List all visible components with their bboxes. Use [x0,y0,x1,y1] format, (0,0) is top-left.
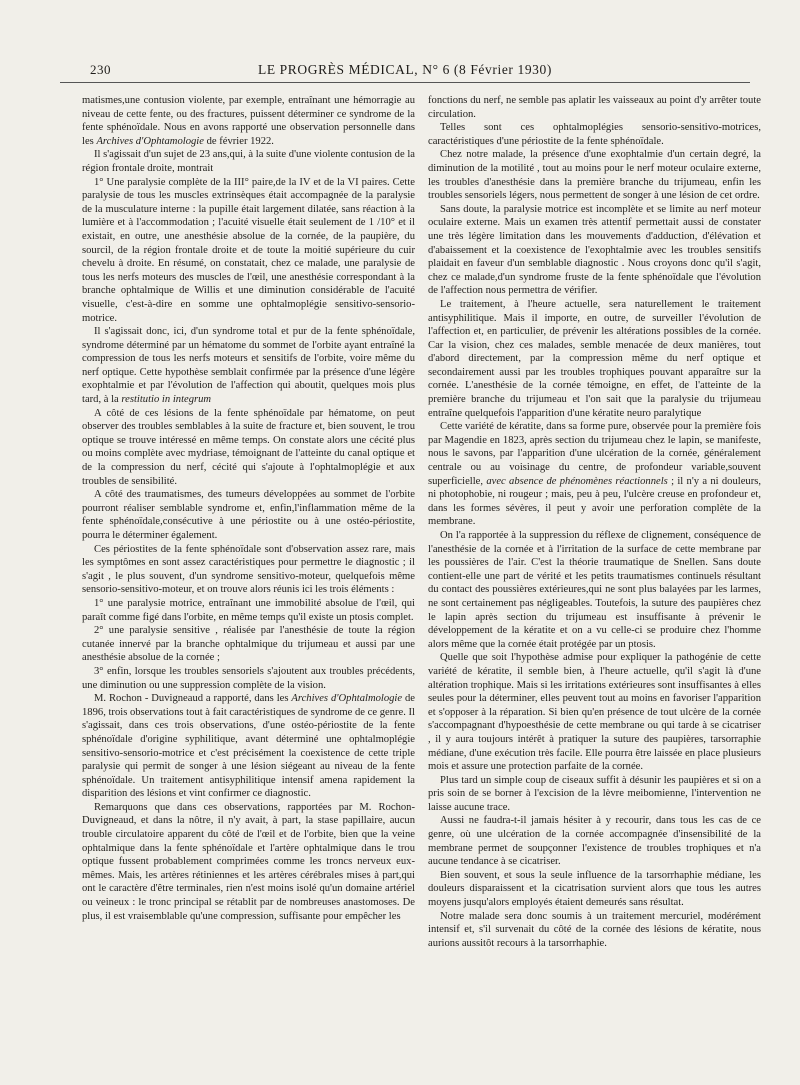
left-column [82,94,415,1054]
paragraph: Ces périostites de la fente sphénoïdale sont d'observation assez rare, mais les symptômes en sont assez caractéristiques pour permettre le diagnostic ; il s'agit , le plus souvent, d'un syndrome sensitivo-moteur, quelquefois même sensorio-sensitivo-moteur, et on trouve alors réunis ici les trois éléments : [82,543,415,596]
paragraph: Sans doute, la paralysie motrice est incomplète et se limite au nerf moteur oculaire externe. Mais un examen très attentif permettait aussi de constater une très légère limitation dans les mouvements d'adduction, d'élévation et d'abaissement et la coexistence de l'exophtalmie avec les troubles sensitifs plaidait en faveur d'un semblable diagnostic . Nous croyons donc qu'il s'agit, chez ce malade,d'un syndrome fruste de la fente sphénoïdale que l'évolution de l'affection nous permettra de vérifier. [428,203,761,297]
right-column [428,94,761,1054]
paragraph: A côté de ces lésions de la fente sphénoïdale par hématome, on peut observer des troubles semblables à la suite de fracture et, bien souvent, le trou optique se trouve intéressé en même temps. On constate alors une cécité plus ou moins complète avec mydriase, témoignant de l'atteinte du canal optique et de la compression du nerf, cécité qui s'ajoute à l'ophtalmoplégie et aux troubles de sensibilité. [82,407,415,487]
paragraph: Chez notre malade, la présence d'une exophtalmie d'un certain degré, la diminution de la motilité , tout au moins pour le nerf moteur oculaire externe, les troubles d'anesthésie dans la première branche du trijumeau, enfin les troubles sensoriels légers, nous permettent de songer à une lésion de cet ordre. [428,149,761,202]
paragraph: Aussi ne faudra-t-il jamais hésiter à y recourir, dans tous les cas de ce genre, où une ulcération de la cornée accompagnée d'insensibilité de la membrane permet de soupçonner l'existence de troubles trophiques et n'a aucune tendance à se cicatriser. [428,815,761,868]
paragraph: Cette variété de kératite, dans sa forme pure, observée pour la première fois par Magendie en 1823, après section du trijumeau chez le lapin, se manifeste, nous le savons, par l'apparition d'une ulcération de la cornée, généralement centrale ou au voisinage du centre, de profondeur variable,souvent superficielle, avec absence de phénomènes réactionnels ; il n'y a ni douleurs, ni photophobie, ni rougeur ; mais, peu à peu, l'ulcère creuse en profondeur et, dans les formes sévères, il peut y avoir une perforation complète de la membrane. [428,421,761,528]
paragraph: Le traitement, à l'heure actuelle, sera naturellement le traitement antisyphilitique. Mais il importe, en outre, de surveiller l'évolution de l'affection et, en particulier, de prévenir les altérations possibles de la cornée. Car la vision, chez ces malades, semble menacée de deux manières, tout d'abord directement, par la compression même du nerf optique et secondairement aussi par les troubles trophiques pouvant apparaître sur la cornée. L'anesthésie de la cornée témoigne, en effet, de l'atteinte de la première branche du trijumeau et l'on sait que la paralysie du trijumeau entraîne quelquefois l'apparition d'une kératite neuro paralytique [428,298,761,419]
paragraph: Notre malade sera donc soumis à un traitement mercuriel, modérément intensif et, s'il survenait du côté de la cornée des lésions de kératite, nous aurions aussitôt recours à la tarsorrhaphie. [428,910,761,949]
paragraph: Telles sont ces ophtalmoplégies sensorio-sensitivo-motrices, caractéristiques d'une périostite de la fente sphénoïdale. [428,122,761,147]
paragraph: Il s'agissait donc, ici, d'un syndrome total et pur de la fente sphénoïdale, syndrome déterminé par un hématome du sommet de l'orbite ayant entraîné la compression de tous les nerfs moteurs et sensitifs de l'orbite, voire même du nerf optique. Cette hypothèse semblait confirmée par la présence d'une légère exophtalmie et par l'évolution de l'affection qui aboutit, quelques mois plus tard, à la restitutio in integrum [82,326,415,406]
paragraph: matismes,une contusion violente, par exemple, entraînant une hémorragie au niveau de cette fente, ou des fractures, puissent déterminer ce syndrome de la fente sphénoïdale. Nous en avons rapporté une observation personnelle dans les Archives d'Ophtamologie de février 1922. [82,95,415,147]
page-header [60,60,750,83]
paragraph: 1° une paralysie motrice, entraînant une immobilité absolue de l'œil, qui paraît comme figé dans l'orbite, en même temps qu'il existe un ptosis complet. [82,597,415,623]
paragraph: A côté des traumatismes, des tumeurs développées au sommet de l'orbite pourront réaliser semblable syndrome et, enfin,l'inflammation même de la fente sphénoïdale,consécutive à une périostite ou à une ostéo-périostite, pourra le déterminer également. [82,489,415,541]
paragraph: M. Rochon - Duvigneaud a rapporté, dans les Archives d'Ophtalmologie de 1896, trois observations tout à fait caractéristiques de syndrome de ce genre. Il s'agissait, dans ces trois observations, d'une ostéo-périostite de la fente sphénoïdale d'origine syphilitique, avant déterminé une ophtalmoplégie sensitivo-sensorio-motrice et c'est précisément la coexistence de cette triple paralysie qui permit de songer à une lésion siégeant au niveau de la fente sphénoïdale. Un traitement antisyphilitique intensif amena rapidement la disparition des lésions et vint confirmer ce diagnostic. [82,693,415,800]
paragraph: Quelle que soit l'hypothèse admise pour expliquer la pathogénie de cette variété de kératite, il semble bien, à l'heure actuelle, qu'il s'agit là d'une altération trophique. Mais si les irritations extérieures sont insuffisantes à elles seules pour la déterminer, elles peuvent tout au moins en favoriser l'apparition et s'opposer à la réparation. Si bien qu'en présence de tout ulcère de la cornée s'accompagnant d'hypoesthésie de cette membrane ou qui tarde à se cicatriser , il y aura toujours intérêt à pratiquer la suture des paupières, tarsorraphie médiane, d'une exécution très facile. Elle pourra être laissée en place plusieurs mois et assure une protection parfaite de la cornée. [428,652,761,773]
paragraph: Remarquons que dans ces observations, rapportées par M. Rochon-Duvigneaud, et dans la nôtre, il n'y avait, à part, la stase papillaire, aucun trouble circulatoire apparent du côté de l'œil et de l'orbite, bien que la veine ophtalmique dans la fente sphénoïdale et l'artère ophtalmique dans le trou optique fussent probablement comprimées comme les troncs nerveux eux-mêmes. Mais, les artères rétiniennes et les artères cérébrales mises à part,qui ont le caractère d'être terminales, rien n'est moins isolé qu'un domaine artériel ou veineux : le tronc principal se rétablit par de nombreuses anastomoses. De plus, il est vraisemblable qu'une compression, suffisante pour empêcher les [82,801,415,922]
paragraph: 1° Une paralysie complète de la III° paire,de la IV et de la VI paires. Cette paralysie de tous les muscles extrinsèques était accompagnée de la paralysie de la musculature interne : la pupille était largement dilatée, sans réaction à la lumière et à l'accommodation ; l'acuité visuelle était seulement de 1 /10° et il existait, en outre, une anesthésie absolue de la cornée, de la paupière, du sourcil, de la région frontale droite et de toute la moitié supérieure du cuir chevelu à droite. En résumé, on constatait, chez ce malade, une paralysie de tous les nerfs moteurs des muscles de l'œil, une anesthésie correspondant à la branche ophtalmique de Willis et une diminution considérable de l'acuité visuelle, c'est-à-dire en somme une ophtalmoplégie sensitivo-sensorio-motrice. [82,176,415,324]
paragraph: On l'a rapportée à la suppression du réflexe de clignement, conséquence de l'anesthésie de la cornée et à l'irritation de la surface de cette membrane par les poussières de l'air. C'est la théorie traumatique de Snellen. Sans doute contient-elle une part de vérité et les petits traumatismes continuels résultant du contact des poussières extérieures,qui ne sont plus balayées par les larmes, ne sont certainement pas négligeables. Toutefois, la suture des paupières chez le lapin après section du trijumeau est insuffisante à prévenir le développement de la kératite et on a vu celle-ci se produire chez l'homme alors même que la cornée était protégée par un ptosis. [428,530,761,650]
paragraph: Il s'agissait d'un sujet de 23 ans,qui, à la suite d'une violente contusion de la région frontale droite, montrait [82,149,415,174]
paragraph: Bien souvent, et sous la seule influence de la tarsorrhaphie médiane, les douleurs disparaissent et la cicatrisation survient alors que tous les autres moyens jusqu'alors employés étaient demeurés sans résultat. [428,869,761,909]
running-title: LE PROGRÈS MÉDICAL, N° 6 (8 Février 1930) [258,62,552,77]
paragraph: 2° une paralysie sensitive , réalisée par l'anesthésie de toute la région cutanée innervé par la branche ophtalmique du trijumeau et aussi par une anesthésie absolue de la cornée ; [82,625,415,664]
paragraph: 3° enfin, lorsque les troubles sensoriels s'ajoutent aux troubles précédents, une diminution ou une suppression complète de la vision. [82,665,415,691]
page-number: 230 [90,62,111,77]
paragraph: Plus tard un simple coup de ciseaux suffit à désunir les paupières et si on a pris soin de se borner à l'excision de la lèvre meibomienne, l'intervention ne laisse aucune trace. [428,774,761,813]
paragraph: fonctions du nerf, ne semble pas aplatir les vaisseaux au point d'y arrêter toute circulation. [428,95,761,120]
